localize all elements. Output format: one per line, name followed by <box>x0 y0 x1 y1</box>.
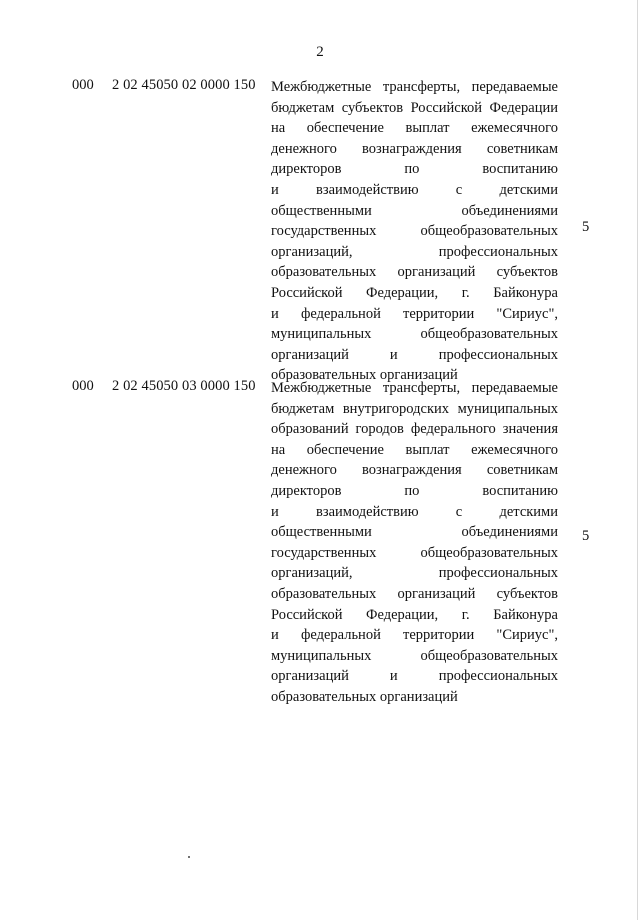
description-line: бюджетам внутригородских муниципальных <box>271 400 558 417</box>
description-line: Межбюджетные трансферты, передаваемые <box>271 380 558 396</box>
page-number: 2 <box>316 44 324 60</box>
description-line: муниципальных общеобразовательных <box>271 326 558 343</box>
description-line: общественными объединениями <box>271 524 558 541</box>
description-line: на обеспечение выплат ежемесячного <box>271 120 558 137</box>
description-line: общественными объединениями <box>271 202 558 219</box>
row-amount: 5 <box>582 219 590 235</box>
description-line: образовательных организаций субъектов <box>271 264 558 281</box>
description-line: директоров по воспитанию <box>271 482 558 499</box>
description-line: Российской Федерации, г. Байконура <box>271 606 558 623</box>
description-line: бюджетам субъектов Российской Федерации <box>271 99 558 116</box>
description-line: муниципальных общеобразовательных <box>271 647 558 664</box>
description-line: денежного вознаграждения советникам <box>271 462 558 479</box>
scan-speck <box>188 856 190 858</box>
budget-classification-code: 2 02 45050 02 0000 150 <box>112 77 256 93</box>
description-line: и федеральной территории "Сириус", <box>271 627 558 644</box>
budget-row <box>0 378 640 705</box>
description-line: Межбюджетные трансферты, передаваемые <box>271 79 558 95</box>
description-line: организаций и профессиональных <box>271 668 558 685</box>
budget-row <box>0 77 640 384</box>
scan-edge <box>637 0 638 920</box>
admin-code: 000 <box>72 378 94 394</box>
row-description <box>271 378 558 708</box>
row-description <box>271 77 558 386</box>
description-line: государственных общеобразовательных <box>271 544 558 561</box>
description-line: директоров по воспитанию <box>271 161 558 178</box>
admin-code: 000 <box>72 77 94 93</box>
description-line: образовательных организаций <box>271 688 458 705</box>
description-line: и взаимодействию с детскими <box>271 503 558 520</box>
description-line: государственных общеобразовательных <box>271 223 558 240</box>
description-line: и взаимодействию с детскими <box>271 181 558 198</box>
description-line: образовательных организаций <box>271 367 458 384</box>
budget-classification-code: 2 02 45050 03 0000 150 <box>112 378 256 394</box>
description-line: Российской Федерации, г. Байконура <box>271 284 558 301</box>
description-line: на обеспечение выплат ежемесячного <box>271 441 558 458</box>
description-line: и федеральной территории "Сириус", <box>271 305 558 322</box>
description-line: организаций и профессиональных <box>271 346 558 363</box>
description-line: образовательных организаций субъектов <box>271 585 558 602</box>
description-line: образований городов федерального значения <box>271 421 558 438</box>
description-line: денежного вознаграждения советникам <box>271 140 558 157</box>
description-line: организаций, профессиональных <box>271 243 558 260</box>
row-amount: 5 <box>582 528 590 544</box>
description-line: организаций, профессиональных <box>271 565 558 582</box>
